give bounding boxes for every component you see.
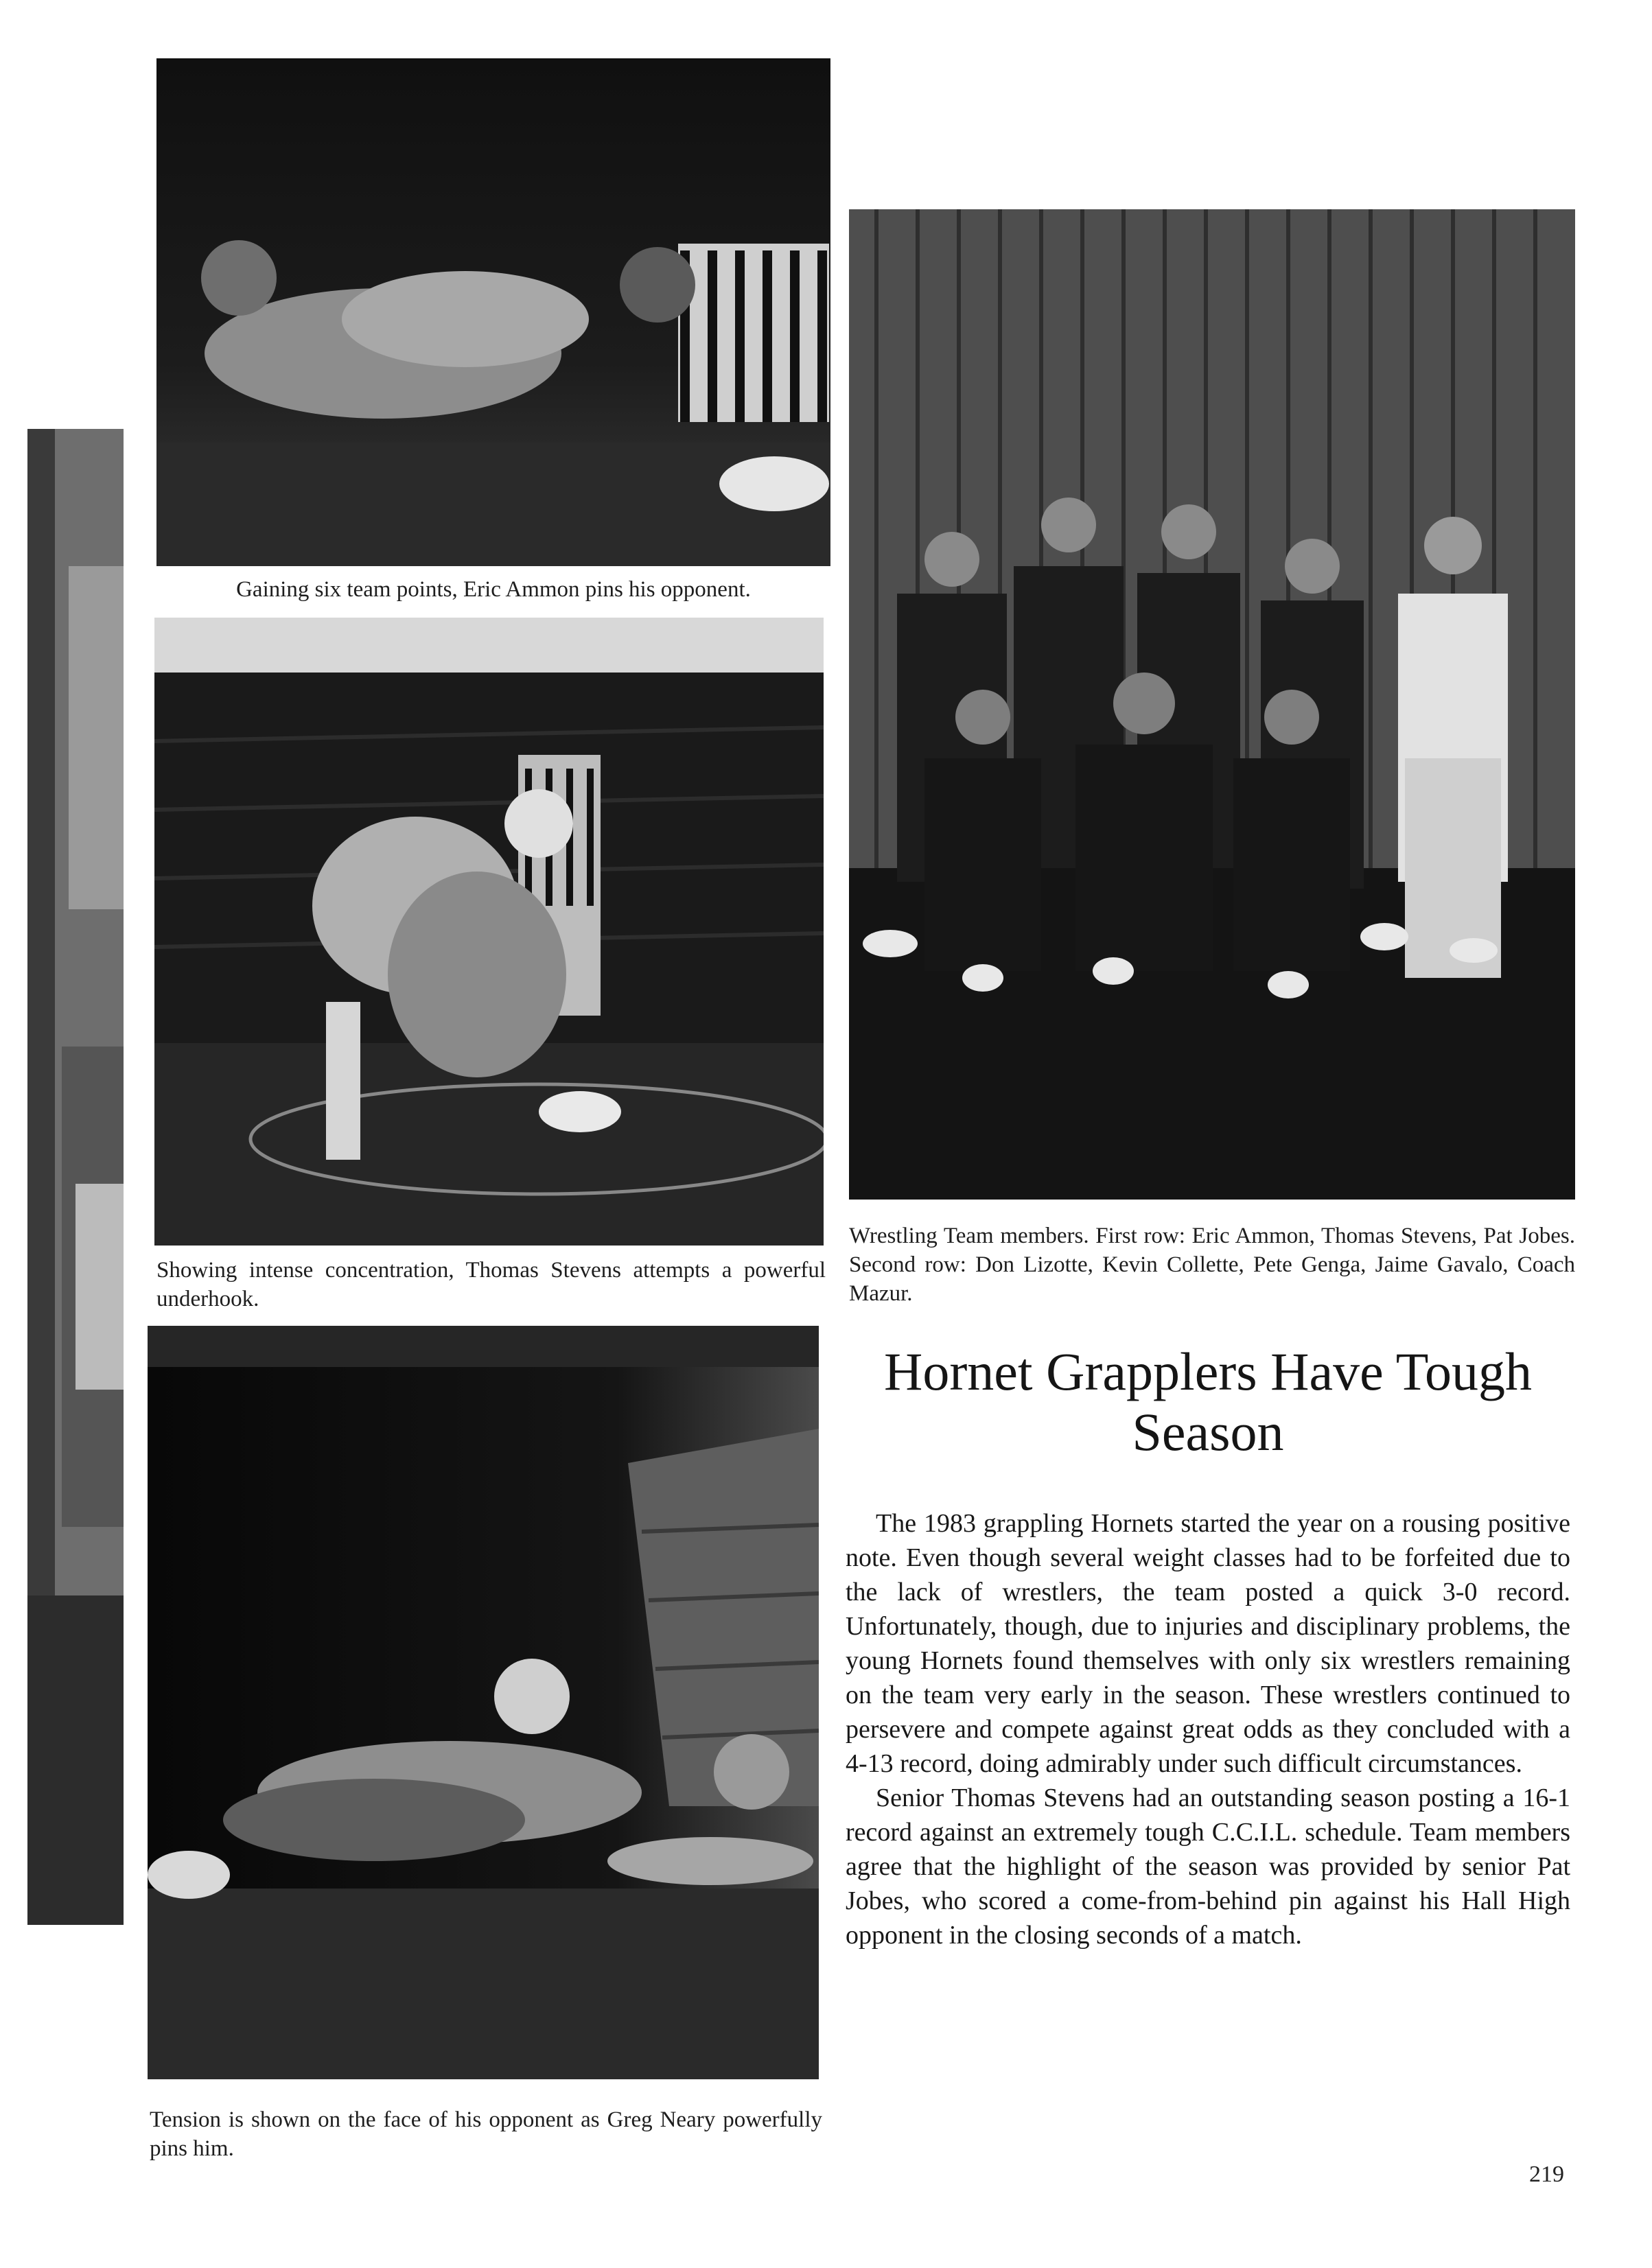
photo-pin (156, 58, 830, 566)
article-paragraph-2: Senior Thomas Stevens had an outstanding season posting a 16-1 record against an extremely tough C.C.I.L. schedule. Team members agree that the highlight of the season was provided by senior Pat Jobes, who scored a come-from-behind pin against his Hall High opponent in the closing seconds of a match. (846, 1784, 1570, 1950)
photo-team (849, 209, 1575, 1200)
adjacent-page-strip (27, 429, 124, 1925)
article-body (846, 1506, 1570, 1952)
article-paragraph-1: The 1983 grappling Hornets started the year on a rousing positive note. Even though several weight classes had to be forfeited due to the lack of wrestlers, the team posted a quick 3-0 record. Unfortunately, though, due to injuries and disciplinary problems, the young Hornets found themselves with only six wrestlers remaining on the team very early in the season. These wrestlers continued to persevere and compete against great odds as they concluded with a 4-13 record, doing admirably under such difficult circumstances. (846, 1509, 1570, 1778)
caption-team: Wrestling Team members. First row: Eric Ammon, Thomas Stevens, Pat Jobes. Second row: Don Lizotte, Kevin Collette, Pete Genga, Jaime Gavalo, Coach Mazur. (849, 1224, 1575, 1306)
photo-tension (148, 1326, 819, 2079)
caption-tension: Tension is shown on the face of his opponent as Greg Neary powerfully pins him. (150, 2107, 822, 2161)
caption-underhook: Showing intense concentration, Thomas Stevens attempts a powerful underhook. (156, 1258, 826, 1311)
page-number: 219 (1529, 2162, 1564, 2187)
photo-underhook (154, 618, 824, 1246)
article-headline: Hornet Grapplers Have Tough Season (884, 1342, 1532, 1462)
caption-pin: Gaining six team points, Eric Ammon pins his opponent. (236, 577, 751, 602)
